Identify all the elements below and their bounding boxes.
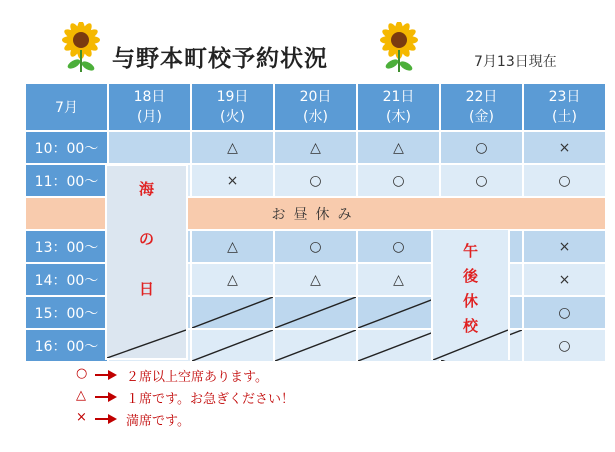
time-label: 13：00～ <box>25 230 108 263</box>
availability-cell: ○ <box>440 131 523 164</box>
availability-cell: △ <box>274 131 357 164</box>
time-label: 16：00～ <box>25 329 108 362</box>
day-weekday: (火) <box>220 109 245 125</box>
legend-text: ２席以上空席あります。 <box>126 370 268 385</box>
day-header <box>108 83 191 131</box>
afternoon-closed-char: 後 <box>462 267 478 285</box>
availability-cell: △ <box>357 263 440 296</box>
availability-cell: ○ <box>523 164 606 197</box>
closed-slot-cell <box>274 296 357 329</box>
day-date: 20日 <box>299 89 332 105</box>
holiday-char: 海 <box>138 180 154 198</box>
day-weekday: (水) <box>303 109 328 125</box>
diagonal-slash <box>275 330 356 361</box>
table-header-row <box>25 83 606 131</box>
diagonal-slash <box>192 297 273 328</box>
time-label: 14：00～ <box>25 263 108 296</box>
diagonal-slash <box>192 330 273 361</box>
availability-cell: △ <box>274 263 357 296</box>
diagonal-slash <box>275 297 356 328</box>
time-label: 15：00～ <box>25 296 108 329</box>
day-date: 18日 <box>133 89 166 105</box>
time-label: 10：00～ <box>25 131 108 164</box>
day-weekday: (金) <box>469 109 494 125</box>
day-weekday: (月) <box>137 109 162 125</box>
closed-slot-cell <box>191 296 274 329</box>
availability-cell: ○ <box>357 164 440 197</box>
legend-symbol: △ <box>76 388 86 403</box>
afternoon-closed-char: 校 <box>462 317 478 335</box>
day-header <box>440 83 523 131</box>
availability-cell: △ <box>191 230 274 263</box>
availability-cell: ○ <box>523 296 606 329</box>
day-header <box>274 83 357 131</box>
availability-cell: ○ <box>523 329 606 362</box>
availability-cell: △ <box>191 131 274 164</box>
closed-slot-cell <box>357 296 440 329</box>
availability-cell: × <box>523 131 606 164</box>
diagonal-slash <box>358 330 439 361</box>
sunflower-icon <box>60 22 102 74</box>
arrow-right-icon <box>94 391 118 403</box>
table-row <box>25 131 606 164</box>
availability-cell: ○ <box>274 230 357 263</box>
day-header <box>191 83 274 131</box>
legend-text: 満席です。 <box>126 414 190 429</box>
afternoon-closed-overlay <box>431 230 510 360</box>
availability-cell: × <box>191 164 274 197</box>
day-date: 22日 <box>465 89 498 105</box>
day-header <box>523 83 606 131</box>
lunch-break-label: お昼休み <box>25 197 606 230</box>
page-title: 与野本町校予約状況 <box>112 46 328 72</box>
closed-slot-cell <box>274 329 357 362</box>
page-header <box>0 0 615 82</box>
current-date: 7月13日現在 <box>474 54 557 70</box>
diagonal-slash <box>433 326 508 360</box>
availability-cell: ○ <box>274 164 357 197</box>
day-date: 19日 <box>216 89 249 105</box>
day-header <box>357 83 440 131</box>
availability-cell: △ <box>191 263 274 296</box>
closed-slot-cell <box>191 329 274 362</box>
day-weekday: (木) <box>386 109 411 125</box>
availability-cell: ○ <box>357 230 440 263</box>
legend-text: １席です。お急ぎください！ <box>126 392 294 407</box>
arrow-right-icon <box>94 369 118 381</box>
day-date: 23日 <box>548 89 581 105</box>
closed-slot-cell <box>357 329 440 362</box>
arrow-right-icon <box>94 413 118 425</box>
day-weekday: (土) <box>552 109 577 125</box>
holiday-char: の <box>138 230 154 248</box>
holiday-overlay <box>105 164 188 360</box>
month-label: 7月 <box>25 83 108 131</box>
afternoon-closed-char: 午 <box>462 242 478 260</box>
diagonal-slash <box>107 296 186 358</box>
legend-symbol: × <box>76 410 87 425</box>
availability-cell: ○ <box>440 164 523 197</box>
holiday-char: 日 <box>138 280 154 298</box>
day-date: 21日 <box>382 89 415 105</box>
sunflower-icon <box>378 22 420 74</box>
availability-cell <box>108 131 191 164</box>
availability-cell: × <box>523 263 606 296</box>
availability-cell: △ <box>357 131 440 164</box>
afternoon-closed-char: 休 <box>462 292 478 310</box>
diagonal-slash <box>358 297 439 328</box>
time-label: 11：00～ <box>25 164 108 197</box>
legend-symbol: ○ <box>76 366 88 381</box>
availability-cell: × <box>523 230 606 263</box>
